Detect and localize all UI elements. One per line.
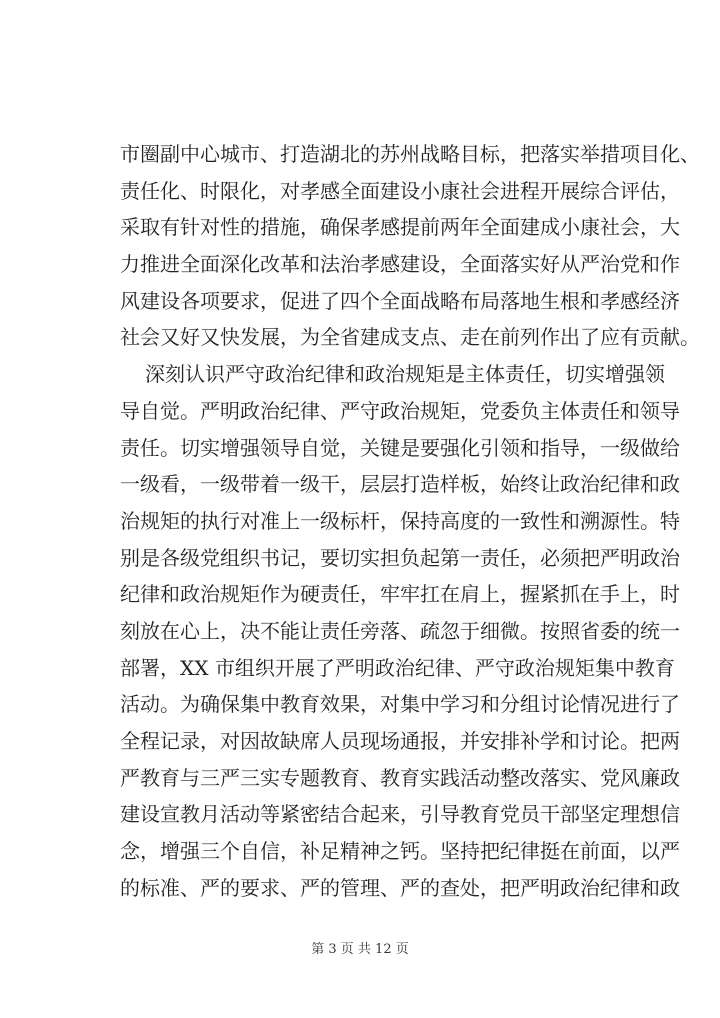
- text-line: 导自觉。严明政治纪律、严守政治规矩，党委负主体责任和领导: [120, 398, 680, 423]
- body-text: [120, 136, 700, 906]
- text-line: 部署，XX 市组织开展了严明政治纪律、严守政治规矩集中教育: [120, 655, 675, 680]
- text-line: 市圈副中心城市、打造湖北的苏州战略目标，把落实举措项目化、: [120, 142, 700, 166]
- text-line: 治规矩的执行对准上一级标杆，保持高度的一致性和溯源性。特: [120, 508, 680, 533]
- text-line: 全程记录，对因故缺席人员现场通报，并安排补学和讨论。把两: [120, 729, 680, 753]
- text-line: 力推进全面深化改革和法治孝感建设，全面落实好从严治党和作: [120, 252, 680, 277]
- page-footer: 第 3 页 共 12 页: [311, 942, 409, 957]
- text-line: 责任。切实增强领导自觉，关键是要强化引领和指导，一级做给: [120, 435, 680, 460]
- text-line: 深刻认识严守政治纪律和政治规矩是主体责任，切实增强领: [145, 362, 665, 387]
- text-line: 严教育与三严三实专题教育、教育实践活动整改落实、党风廉政: [120, 765, 680, 790]
- text-line: 念，增强三个自信，补足精神之钙。坚持把纪律挺在前面，以严: [120, 839, 680, 864]
- paragraph: [120, 136, 700, 356]
- text-line: 采取有针对性的措施，确保孝感提前两年全面建成小康社会，大: [120, 215, 680, 240]
- text-line: 建设宣教月活动等紧密结合起来，引导教育党员干部坚定理想信: [120, 802, 680, 827]
- text-line: 刻放在心上，决不能让责任旁落、疏忽于细微。按照省委的统一: [120, 618, 680, 643]
- paragraph: [120, 356, 680, 906]
- text-line: 责任化、时限化，对孝感全面建设小康社会进程开展综合评估，: [120, 178, 680, 203]
- text-line: 风建设各项要求，促进了四个全面战略布局落地生根和孝感经济: [120, 288, 680, 313]
- text-line: 纪律和政治规矩作为硬责任，牢牢扛在肩上，握紧抓在手上，时: [120, 582, 680, 607]
- text-line: 别是各级党组织书记，要切实担负起第一责任，必须把严明政治: [120, 545, 680, 570]
- text-line: 活动。为确保集中教育效果，对集中学习和分组讨论情况进行了: [120, 692, 680, 717]
- text-line: 的标准、严的要求、严的管理、严的查处，把严明政治纪律和政: [120, 875, 680, 900]
- text-line: 社会又好又快发展，为全省建成支点、走在前列作出了应有贡献。: [120, 325, 700, 350]
- text-line: 一级看，一级带着一级干，层层打造样板，始终让政治纪律和政: [120, 472, 680, 497]
